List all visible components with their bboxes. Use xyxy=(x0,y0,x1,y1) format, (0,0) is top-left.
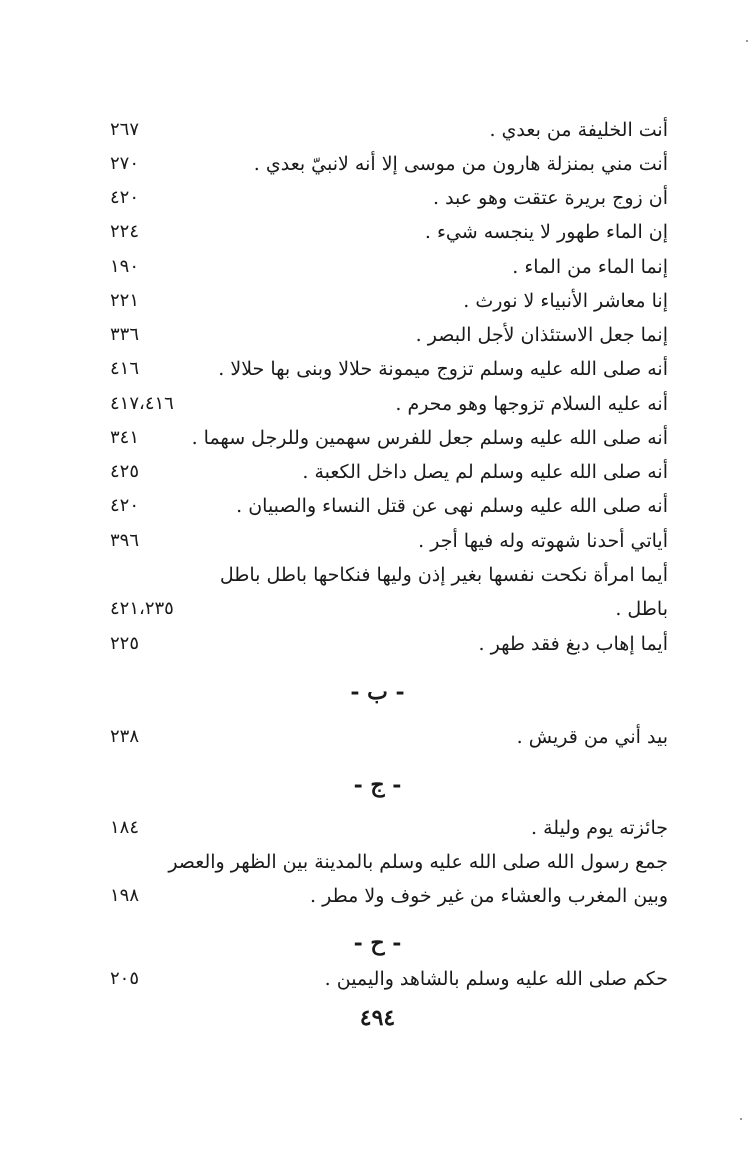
page-reference: ٢٢٤ xyxy=(110,221,140,242)
hadith-text-continuation: وبين المغرب والعشاء من غير خوف ولا مطر . xyxy=(310,885,668,907)
index-entry xyxy=(110,181,668,215)
page-reference: ٣٤١ xyxy=(110,427,140,448)
index-entry xyxy=(110,811,668,845)
page-reference: ٤١٧،٤١٦ xyxy=(110,393,174,414)
page-reference: ٢٣٨ xyxy=(110,726,140,747)
index-entry-line-1 xyxy=(110,558,668,592)
hadith-text: أياتي أحدنا شهوته وله فيها أجر . xyxy=(418,530,668,552)
page-reference: ٣٣٦ xyxy=(110,324,140,345)
page-reference: ٤٢٠ xyxy=(110,187,140,208)
page-reference: ١٩٨ xyxy=(110,885,140,906)
index-entry xyxy=(110,318,668,352)
hadith-text: إنما جعل الاستئذان لأجل البصر . xyxy=(415,324,668,346)
page-reference: ٢٢٥ xyxy=(110,633,140,654)
page-number: ٤٩٤ xyxy=(359,1005,396,1031)
index-entry xyxy=(110,489,668,523)
page-reference: ٢٠٥ xyxy=(110,968,140,989)
page-reference: ٤١٦ xyxy=(110,358,140,379)
scan-speck xyxy=(746,40,748,42)
hadith-text: أنه صلى الله عليه وسلم لم يصل داخل الكعبة . xyxy=(302,461,668,483)
scan-speck xyxy=(740,1118,742,1120)
index-entry-line-2 xyxy=(110,879,668,913)
page-reference: ١٨٤ xyxy=(110,817,140,838)
page-reference: ٢٧٠ xyxy=(110,153,140,174)
index-entry xyxy=(110,720,668,754)
hadith-text: أيما امرأة نكحت نفسها بغير إذن وليها فنكاحها باطل باطل xyxy=(219,564,668,586)
hadith-text: أنه صلى الله عليه وسلم جعل للفرس سهمين وللرجل سهما . xyxy=(191,427,668,449)
index-entry xyxy=(110,455,668,489)
index-entry xyxy=(110,284,668,318)
page-reference: ٣٩٦ xyxy=(110,530,140,551)
page-reference: ١٩٠ xyxy=(110,256,140,277)
hadith-text: أنه عليه السلام تزوجها وهو محرم . xyxy=(395,393,668,415)
hadith-text: حكم صلى الله عليه وسلم بالشاهد واليمين . xyxy=(324,968,668,990)
hadith-text: أنت الخليفة من بعدي . xyxy=(489,119,668,141)
hadith-text: بيد أني من قريش . xyxy=(516,726,668,748)
hadith-text: أنه صلى الله عليه وسلم نهى عن قتل النساء والصبيان . xyxy=(236,495,668,517)
index-entry xyxy=(110,421,668,455)
index-entry xyxy=(110,627,668,661)
page-reference: ٤٢٥ xyxy=(110,461,140,482)
index-entry xyxy=(110,524,668,558)
hadith-text: أنه صلى الله عليه وسلم تزوج ميمونة حلالا وبنى بها حلالا . xyxy=(218,358,668,380)
index-entry-line-2 xyxy=(110,592,668,626)
hadith-text: جمع رسول الله صلى الله عليه وسلم بالمدينة بين الظهر والعصر xyxy=(168,851,668,873)
section-heading-ha: - ح - xyxy=(353,930,402,956)
hadith-text: إن الماء طهور لا ينجسه شيء . xyxy=(424,221,668,243)
page-reference: ٤٢١،٢٣٥ xyxy=(110,598,174,619)
index-entry xyxy=(110,962,668,996)
section-heading-jim: - ج - xyxy=(353,772,402,798)
section-heading-ba: - ب - xyxy=(350,679,405,705)
index-entry xyxy=(110,387,668,421)
hadith-text: أن زوج بريرة عتقت وهو عبد . xyxy=(432,187,668,209)
page-reference: ٢٢١ xyxy=(110,290,140,311)
page-reference: ٢٦٧ xyxy=(110,119,140,140)
hadith-text-continuation: باطل . xyxy=(615,598,668,620)
hadith-text: جائزته يوم وليلة . xyxy=(531,817,668,839)
hadith-text: أيما إهاب دبغ فقد طهر . xyxy=(478,633,668,655)
index-entry xyxy=(110,147,668,181)
index-entry xyxy=(110,352,668,386)
index-entry xyxy=(110,215,668,249)
index-entry-line-1 xyxy=(110,845,668,879)
page-reference: ٤٢٠ xyxy=(110,495,140,516)
hadith-text: إنما الماء من الماء . xyxy=(512,256,668,278)
index-entry xyxy=(110,113,668,147)
hadith-text: أنت مني بمنزلة هارون من موسى إلا أنه لانبيّ بعدي . xyxy=(253,153,668,175)
index-entry xyxy=(110,250,668,284)
hadith-text: إنا معاشر الأنبياء لا نورث . xyxy=(463,290,668,312)
